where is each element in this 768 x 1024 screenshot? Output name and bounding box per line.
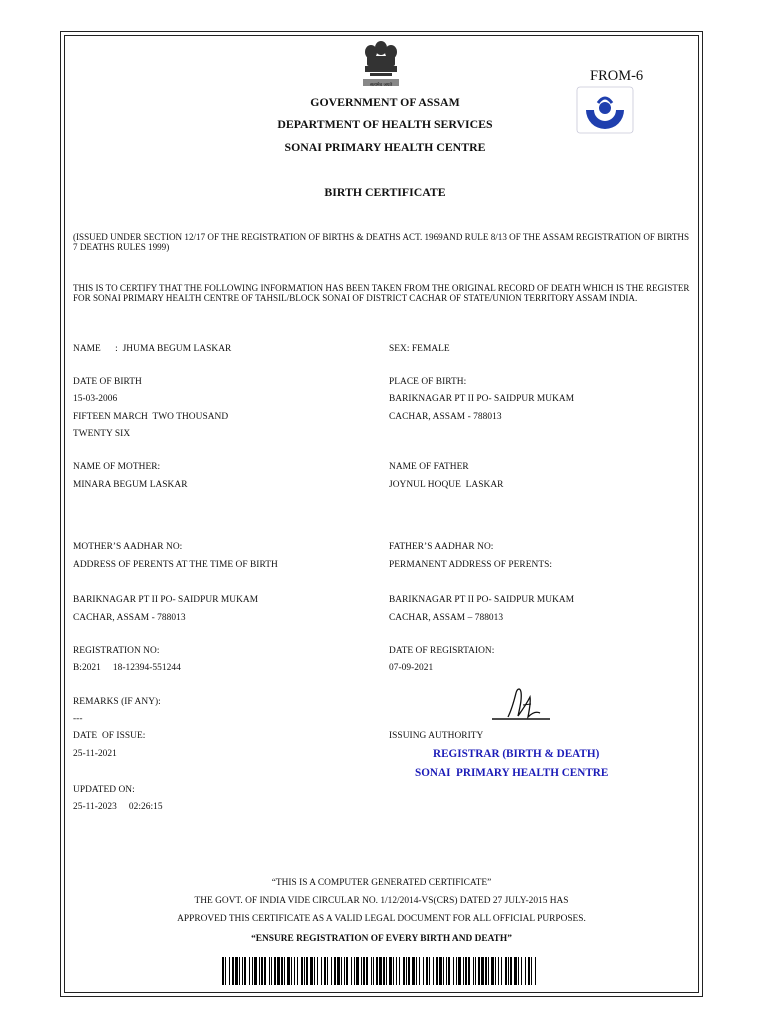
mother-aadhar: MOTHER’S AADHAR NO:: [73, 542, 183, 552]
remarks-label: REMARKS (IF ANY):: [73, 697, 161, 707]
mother-label: NAME OF MOTHER:: [73, 462, 161, 472]
registrar-signature: [490, 683, 554, 725]
registration-date-value: 07-09-2021: [389, 663, 434, 673]
address-birth-label: ADDRESS OF PERENTS AT THE TIME OF BIRTH: [73, 560, 278, 570]
address-permanent-line2: CACHAR, ASSAM – 788013: [389, 613, 504, 623]
certificate-title: BIRTH CERTIFICATE: [324, 185, 446, 199]
name-field: NAME : JHUMA BEGUM LASKAR: [73, 344, 232, 354]
registration-date-label: DATE OF REGISRTAION:: [389, 646, 495, 656]
issuing-authority-label: ISSUING AUTHORITY: [389, 731, 484, 741]
remarks-value: ---: [73, 714, 83, 724]
registration-no-value: B:2021 18-12394-551244: [73, 663, 181, 673]
mother-value: MINARA BEGUM LASKAR: [73, 480, 188, 490]
department-heading: DEPARTMENT OF HEALTH SERVICES: [277, 117, 493, 131]
address-permanent-label: PERMANENT ADDRESS OF PERENTS:: [389, 560, 553, 570]
dob-words-line1: FIFTEEN MARCH TWO THOUSAND: [73, 412, 229, 422]
address-birth-line2: CACHAR, ASSAM - 788013: [73, 613, 186, 623]
centre-heading: SONAI PRIMARY HEALTH CENTRE: [284, 140, 486, 154]
issue-date-label: DATE OF ISSUE:: [73, 731, 146, 741]
registrar-title: REGISTRAR (BIRTH & DEATH): [433, 748, 600, 760]
place-of-birth-line2: CACHAR, ASSAM - 788013: [389, 412, 502, 422]
place-of-birth-label: PLACE OF BIRTH:: [389, 377, 467, 387]
father-aadhar: FATHER’S AADHAR NO:: [389, 542, 494, 552]
father-label: NAME OF FATHER: [389, 462, 469, 472]
updated-value: 25-11-2023 02:26:15: [73, 802, 163, 812]
issued-under-text: (ISSUED UNDER SECTION 12/17 OF THE REGISTRATION OF BIRTHS & DEATHS ACT. 1969AND RULE 8/13 OF THE ASSAM REGISTRATION OF BIRTHS 7 DEATHS RULES 1999): [73, 232, 690, 253]
certify-text: THIS IS TO CERTIFY THAT THE FOLLOWING INFORMATION HAS BEEN TAKEN FROM THE ORIGINAL RECORD OF DEATH WHICH IS THE REGISTER FOR SONAI PRIMARY HEALTH CENTRE OF TAHSIL/BLOCK SONAI OF DISTRICT CACHAR OF STATE/UNION TERRITORY ASSAM INDIA.: [73, 283, 690, 304]
form-number: FROM-6: [590, 68, 644, 84]
place-of-birth-line1: BARIKNAGAR PT II PO- SAIDPUR MUKAM: [389, 394, 575, 404]
dob-label: DATE OF BIRTH: [73, 377, 142, 387]
certificate-border-inner: [64, 35, 699, 993]
father-value: JOYNUL HOQUE LASKAR: [389, 480, 504, 490]
footer-line1: “THIS IS A COMPUTER GENERATED CERTIFICATE”: [271, 878, 492, 888]
footer-line3: APPROVED THIS CERTIFICATE AS A VALID LEGAL DOCUMENT FOR ALL OFFICIAL PURPOSES.: [177, 914, 586, 924]
address-permanent-line1: BARIKNAGAR PT II PO- SAIDPUR MUKAM: [389, 595, 575, 605]
sex-field: SEX: FEMALE: [389, 344, 450, 354]
registration-no-label: REGISTRATION NO:: [73, 646, 160, 656]
dob-words-line2: TWENTY SIX: [73, 429, 131, 439]
footer-line2: THE GOVT. OF INDIA VIDE CIRCULAR NO. 1/12/2014-VS(CRS) DATED 27 JULY-2015 HAS: [194, 896, 569, 906]
footer-line4: “ENSURE REGISTRATION OF EVERY BIRTH AND DEATH”: [251, 934, 512, 944]
address-birth-line1: BARIKNAGAR PT II PO- SAIDPUR MUKAM: [73, 595, 259, 605]
issue-date-value: 25-11-2021: [73, 749, 117, 759]
dob-value: 15-03-2006: [73, 394, 118, 404]
registrar-centre: SONAI PRIMARY HEALTH CENTRE: [415, 767, 609, 779]
barcode: [222, 957, 536, 985]
govt-heading: GOVERNMENT OF ASSAM: [310, 95, 460, 109]
updated-label: UPDATED ON:: [73, 785, 135, 795]
emblem-motto: सत्यमेव जयते: [369, 83, 393, 88]
